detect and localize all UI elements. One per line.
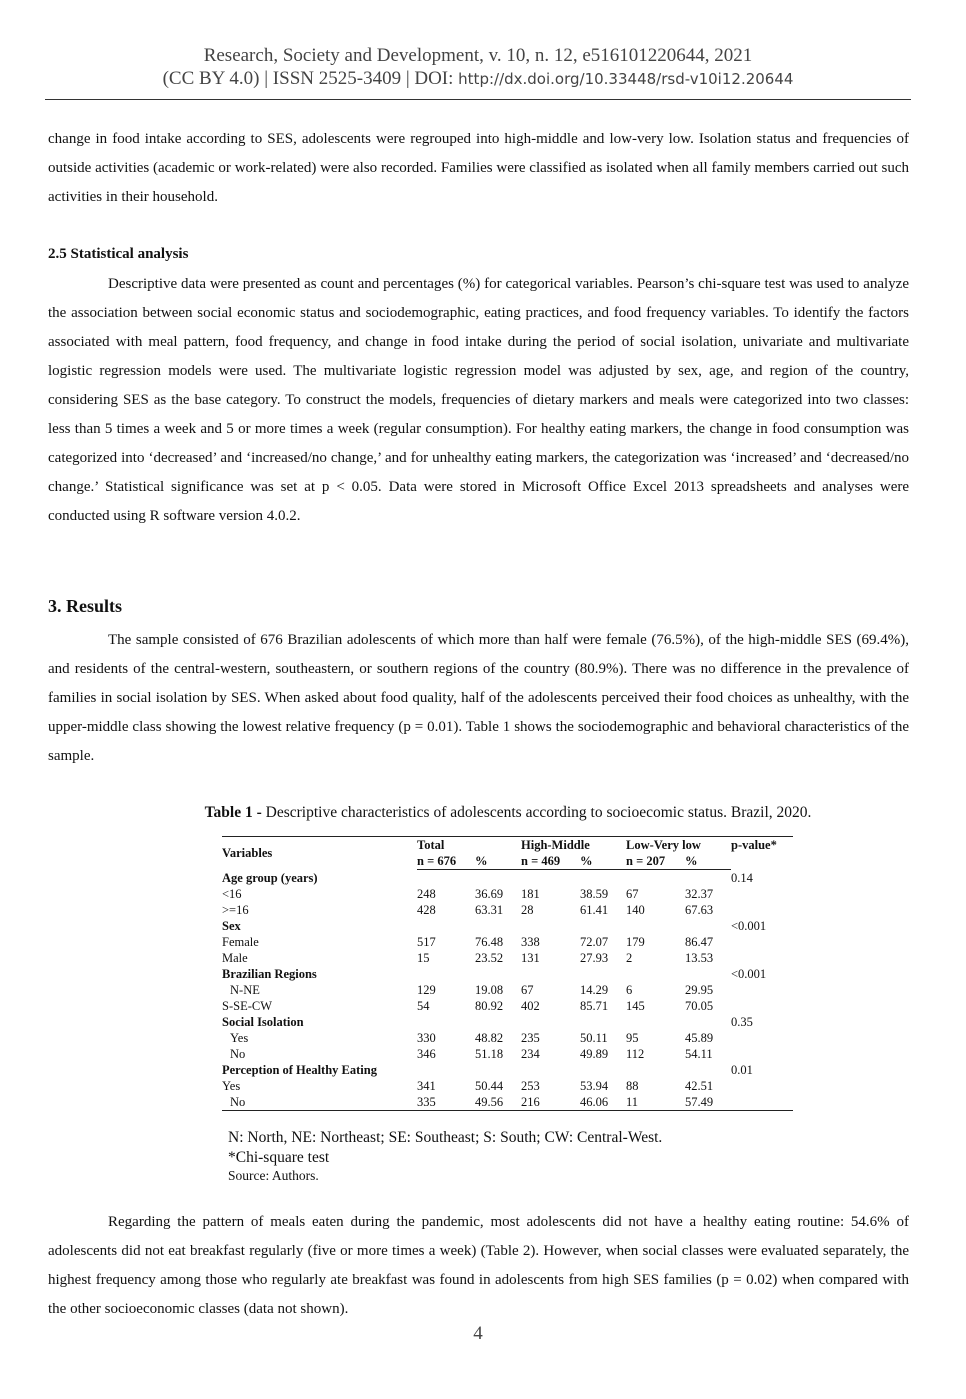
cell-lvl-n: 140 <box>626 903 645 917</box>
header-pvalue: p-value* <box>731 837 793 870</box>
header-pct: % <box>580 853 626 870</box>
cell-total-pct: 36.69 <box>475 887 504 901</box>
row-label: N-NE <box>230 983 260 997</box>
cell-total-pct: 80.92 <box>475 999 504 1013</box>
header-n-low: n = 207 <box>626 853 685 870</box>
table-caption-text: Descriptive characteristics of adolescents according to socioecomic status. Brazil, 2020. <box>261 804 812 821</box>
table-note-source: Source: Authors. <box>228 1168 319 1183</box>
cell-hm-pct: 85.71 <box>580 999 609 1013</box>
cell-hm-pct: 38.59 <box>580 887 609 901</box>
cell-hm-pct: 49.89 <box>580 1047 609 1061</box>
cell-hm-pct: 46.06 <box>580 1094 626 1111</box>
table-row <box>222 934 793 950</box>
cell-hm-n: 67 <box>521 983 534 997</box>
group-row <box>222 918 793 934</box>
cell-lvl-pct: 57.49 <box>685 1094 731 1111</box>
group-pvalue: 0.01 <box>731 1063 753 1077</box>
group-label: Age group (years) <box>222 870 318 885</box>
cell-lvl-pct: 29.95 <box>685 983 714 997</box>
cell-lvl-n: 88 <box>626 1079 639 1093</box>
journal-citation: Research, Society and Development, v. 10, n. 12, e516101220644, 2021 <box>203 45 753 66</box>
cell-lvl-pct: 45.89 <box>685 1031 714 1045</box>
cell-total-n: 346 <box>417 1047 436 1061</box>
table-row <box>222 950 793 966</box>
running-header <box>0 44 956 91</box>
table-caption-label: Table 1 - <box>204 804 262 821</box>
license-issn-text: (CC BY 4.0) | ISSN 2525-3409 | DOI: <box>162 68 459 89</box>
row-label: Yes <box>222 1079 241 1093</box>
stat-analysis-paragraph: Descriptive data were presented as count and percentages (%) for categorical variables. Pearson’s chi-square test was used to analyze the association between social economic status and sociodemographic, eating practices, and food frequency variables. To identify the factors associated with meal pattern, food frequency, and change in food intake during the period of social isolation, univariate and multivariate logistic regression models were used. The multivariate logistic regression model was adjusted by sex, age, and region of the country, considering SES as the base category. To construct the models, frequencies of dietary markers and meals were categorized into two classes: less than 5 times a week and 5 or more times a week (regular consumption). For healthy eating markers, the change in food consumption was categorized into ‘decreased’ and ‘increased/no change,’ and for unhealthy eating markers, the categorization was ‘increased’ and ‘decreased/no change.’ Statistical significance was set at p < 0.05. Data were stored in Microsoft Office Excel 2013 spreadsheets and analyses were conducted using R software version 4.0.2. <box>48 276 909 524</box>
cell-total-n: 517 <box>417 935 436 949</box>
group-label: Brazilian Regions <box>222 967 317 981</box>
cell-total-n: 54 <box>417 999 430 1013</box>
group-row <box>222 1062 793 1078</box>
header-n-high: n = 469 <box>521 853 580 870</box>
header-rule <box>45 99 911 100</box>
final-paragraph: Regarding the pattern of meals eaten during the pandemic, most adolescents did not have a healthy eating routine: 54.6% of adolescents did not eat breakfast regularly (five or more times a week) (Table 2). However, when social classes were evaluated separately, the highest frequency among those who regularly ate breakfast was found in adolescents from high SES families (p = 0.02) when compared with the other socioeconomic classes (data not shown). <box>48 1214 909 1317</box>
group-pvalue: <0.001 <box>731 919 767 933</box>
cell-lvl-n: 95 <box>626 1031 639 1045</box>
cell-hm-n: 234 <box>521 1047 540 1061</box>
cell-hm-pct: 14.29 <box>580 983 609 997</box>
cell-lvl-n: 179 <box>626 935 645 949</box>
cell-total-n: 330 <box>417 1031 436 1045</box>
row-label: No <box>230 1047 246 1061</box>
row-label: Male <box>222 951 248 965</box>
results-heading: 3. Results <box>48 596 123 616</box>
cell-hm-n: 402 <box>521 999 540 1013</box>
cell-total-pct: 49.56 <box>475 1094 521 1111</box>
stat-analysis-heading: 2.5 Statistical analysis <box>48 246 189 262</box>
cell-hm-n: 235 <box>521 1031 540 1045</box>
cell-total-pct: 76.48 <box>475 935 504 949</box>
cell-lvl-n: 6 <box>626 983 633 997</box>
license-issn-line <box>0 67 956 91</box>
table-1 <box>222 836 793 1111</box>
cell-lvl-n: 112 <box>626 1047 645 1061</box>
cell-lvl-pct: 13.53 <box>685 951 714 965</box>
cell-lvl-pct: 86.47 <box>685 935 714 949</box>
cell-lvl-pct: 32.37 <box>685 887 714 901</box>
header-low-very-low: Low-Very low <box>626 837 731 854</box>
table-header-row <box>222 837 793 854</box>
group-row <box>222 870 793 887</box>
group-label: Sex <box>222 919 241 933</box>
table-row <box>222 1046 793 1062</box>
group-pvalue: 0.14 <box>731 870 753 885</box>
cell-hm-n: 131 <box>521 951 540 965</box>
cell-total-pct: 48.82 <box>475 1031 504 1045</box>
table-row <box>222 1094 793 1111</box>
cell-lvl-pct: 54.11 <box>685 1047 713 1061</box>
results-paragraph: The sample consisted of 676 Brazilian adolescents of which more than half were female (76.5%), of the high-middle SES (69.4%), and residents of the central-western, southeastern, or southern regions of the country (80.9%). There was no difference in the prevalence of families in social isolation by SES. When asked about food quality, half of the adolescents perceived their food choices as unhealthy, with the upper-middle class showing the lowest relative frequency (p = 0.01). Table 1 shows the sociodemographic and behavioral characteristics of the sample. <box>48 632 909 764</box>
doi-link[interactable]: http://dx.doi.org/10.33448/rsd-v10i12.20644 <box>458 70 794 88</box>
table-row <box>222 1078 793 1094</box>
cell-hm-n: 338 <box>521 935 540 949</box>
cell-total-n: 248 <box>417 887 436 901</box>
group-label: Social Isolation <box>222 1015 304 1029</box>
cell-total-pct: 51.18 <box>475 1047 504 1061</box>
cell-total-pct: 50.44 <box>475 1079 504 1093</box>
cell-hm-n: 216 <box>521 1094 580 1111</box>
cell-total-n: 428 <box>417 903 436 917</box>
cell-total-pct: 19.08 <box>475 983 504 997</box>
cell-total-n: 129 <box>417 983 436 997</box>
cell-hm-pct: 53.94 <box>580 1079 609 1093</box>
cell-hm-pct: 61.41 <box>580 903 609 917</box>
group-row <box>222 966 793 982</box>
group-pvalue: <0.001 <box>731 967 767 981</box>
row-label: No <box>222 1094 417 1111</box>
table-note-abbrev: N: North, NE: Northeast; SE: Southeast; S: South; CW: Central-West. <box>228 1129 663 1146</box>
header-n-total: n = 676 <box>417 853 475 870</box>
cell-lvl-n: 2 <box>626 951 633 965</box>
table-row <box>222 982 793 998</box>
cell-lvl-pct: 70.05 <box>685 999 714 1013</box>
cell-total-pct: 23.52 <box>475 951 504 965</box>
group-label: Perception of Healthy Eating <box>222 1063 377 1077</box>
cell-hm-n: 253 <box>521 1079 540 1093</box>
row-label: Yes <box>230 1031 249 1045</box>
cell-hm-n: 28 <box>521 903 534 917</box>
cell-total-n: 335 <box>417 1094 475 1111</box>
header-high-middle: High-Middle <box>521 837 626 854</box>
cell-hm-pct: 27.93 <box>580 951 609 965</box>
table-row <box>222 998 793 1014</box>
cell-hm-pct: 50.11 <box>580 1031 608 1045</box>
cell-total-n: 341 <box>417 1079 436 1093</box>
group-pvalue: 0.35 <box>731 1015 753 1029</box>
header-total: Total <box>417 837 521 854</box>
cell-hm-n: 181 <box>521 887 540 901</box>
table-row <box>222 886 793 902</box>
cell-lvl-n: 67 <box>626 887 639 901</box>
row-label: S-SE-CW <box>222 999 272 1013</box>
cell-total-pct: 63.31 <box>475 903 504 917</box>
cell-total-n: 15 <box>417 951 430 965</box>
header-pct: % <box>475 853 521 870</box>
row-label: >=16 <box>222 903 249 917</box>
row-label: <16 <box>222 887 242 901</box>
header-variables: Variables <box>222 837 417 870</box>
group-row <box>222 1014 793 1030</box>
intro-paragraph: change in food intake according to SES, adolescents were regrouped into high-middle and low-very low. Isolation status and frequencies of outside activities (academic or work-related) were also recorded. Families were classified as isolated when all family members carried out such activities in their household. <box>48 131 909 205</box>
cell-lvl-pct: 67.63 <box>685 903 714 917</box>
cell-lvl-n: 145 <box>626 999 645 1013</box>
cell-lvl-n: 11 <box>626 1094 685 1111</box>
row-label: Female <box>222 935 259 949</box>
page-number: 4 <box>473 1323 483 1344</box>
header-pct: % <box>685 853 731 870</box>
table-row <box>222 1030 793 1046</box>
cell-hm-pct: 72.07 <box>580 935 609 949</box>
cell-lvl-pct: 42.51 <box>685 1079 714 1093</box>
table-row <box>222 902 793 918</box>
table-note-test: *Chi-square test <box>228 1149 330 1166</box>
table-caption <box>0 804 966 822</box>
